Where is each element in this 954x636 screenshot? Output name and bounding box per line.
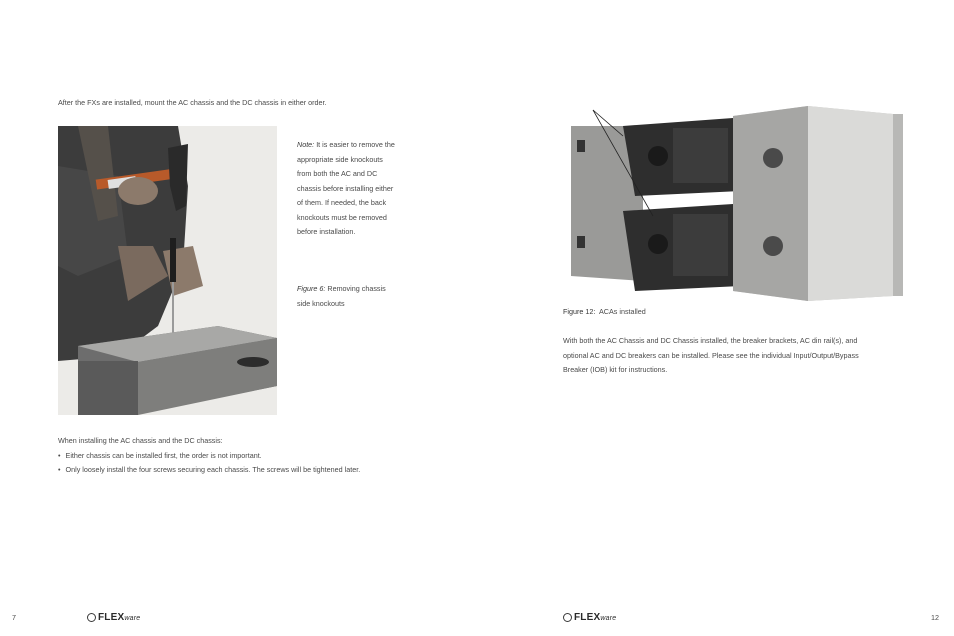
figure-12-caption-text: ACAs installed [598,307,646,316]
note-label: Note: [297,140,315,149]
figure-12-caption [563,305,646,320]
flexware-logo-right: FLEXware [563,612,616,623]
note-line-1: It is easier to remove the [316,140,395,149]
note-line-5: of them. If needed, the back [297,198,387,207]
install-section [58,434,360,478]
flexware-logo-left: FLEXware [87,612,140,623]
figure-6-caption-line-1: Removing chassis [327,284,386,293]
figure-6-caption [297,282,417,311]
figure-6-photo [58,126,277,415]
note-line-4: chassis before installing either [297,183,394,193]
page-number-right: 12 [931,613,939,622]
chassis-paragraph [563,334,923,378]
install-heading: When installing the AC chassis and the DC chassis: [58,436,223,445]
figure-12-label: Figure 12: [563,307,596,316]
paragraph-line-1: With both the AC Chassis and DC Chassis installed, the breaker brackets, AC din rail(s), and [563,336,858,345]
list-item: • Either chassis can be installed first, the order is not important. [58,450,262,460]
note-line-6: knockouts must be removed [297,212,387,222]
figure-6-caption-line-2: side knockouts [297,298,345,308]
flexware-logo-icon [87,613,96,622]
note-block [297,138,417,240]
note-line-3: from both the AC and DC [297,169,378,178]
figure-6-label: Figure 6: [297,284,326,293]
note-line-7: before installation. [297,227,356,236]
page-number-left: 7 [12,613,16,622]
paragraph-line-3: Breaker (IOB) kit for instructions. [563,365,668,374]
intro-text: After the FXs are installed, mount the AC chassis and the DC chassis in either order. [58,98,327,107]
list-item: • Only loosely install the four screws securing each chassis. The screws will be tightened later. [58,465,361,474]
note-line-2: appropriate side knockouts [297,154,383,164]
figure-12-photo [563,96,911,306]
paragraph-line-2: optional AC and DC breakers can be installed. Please see the individual Input/Output/Bypass [563,350,859,360]
flexware-logo-icon [563,613,572,622]
